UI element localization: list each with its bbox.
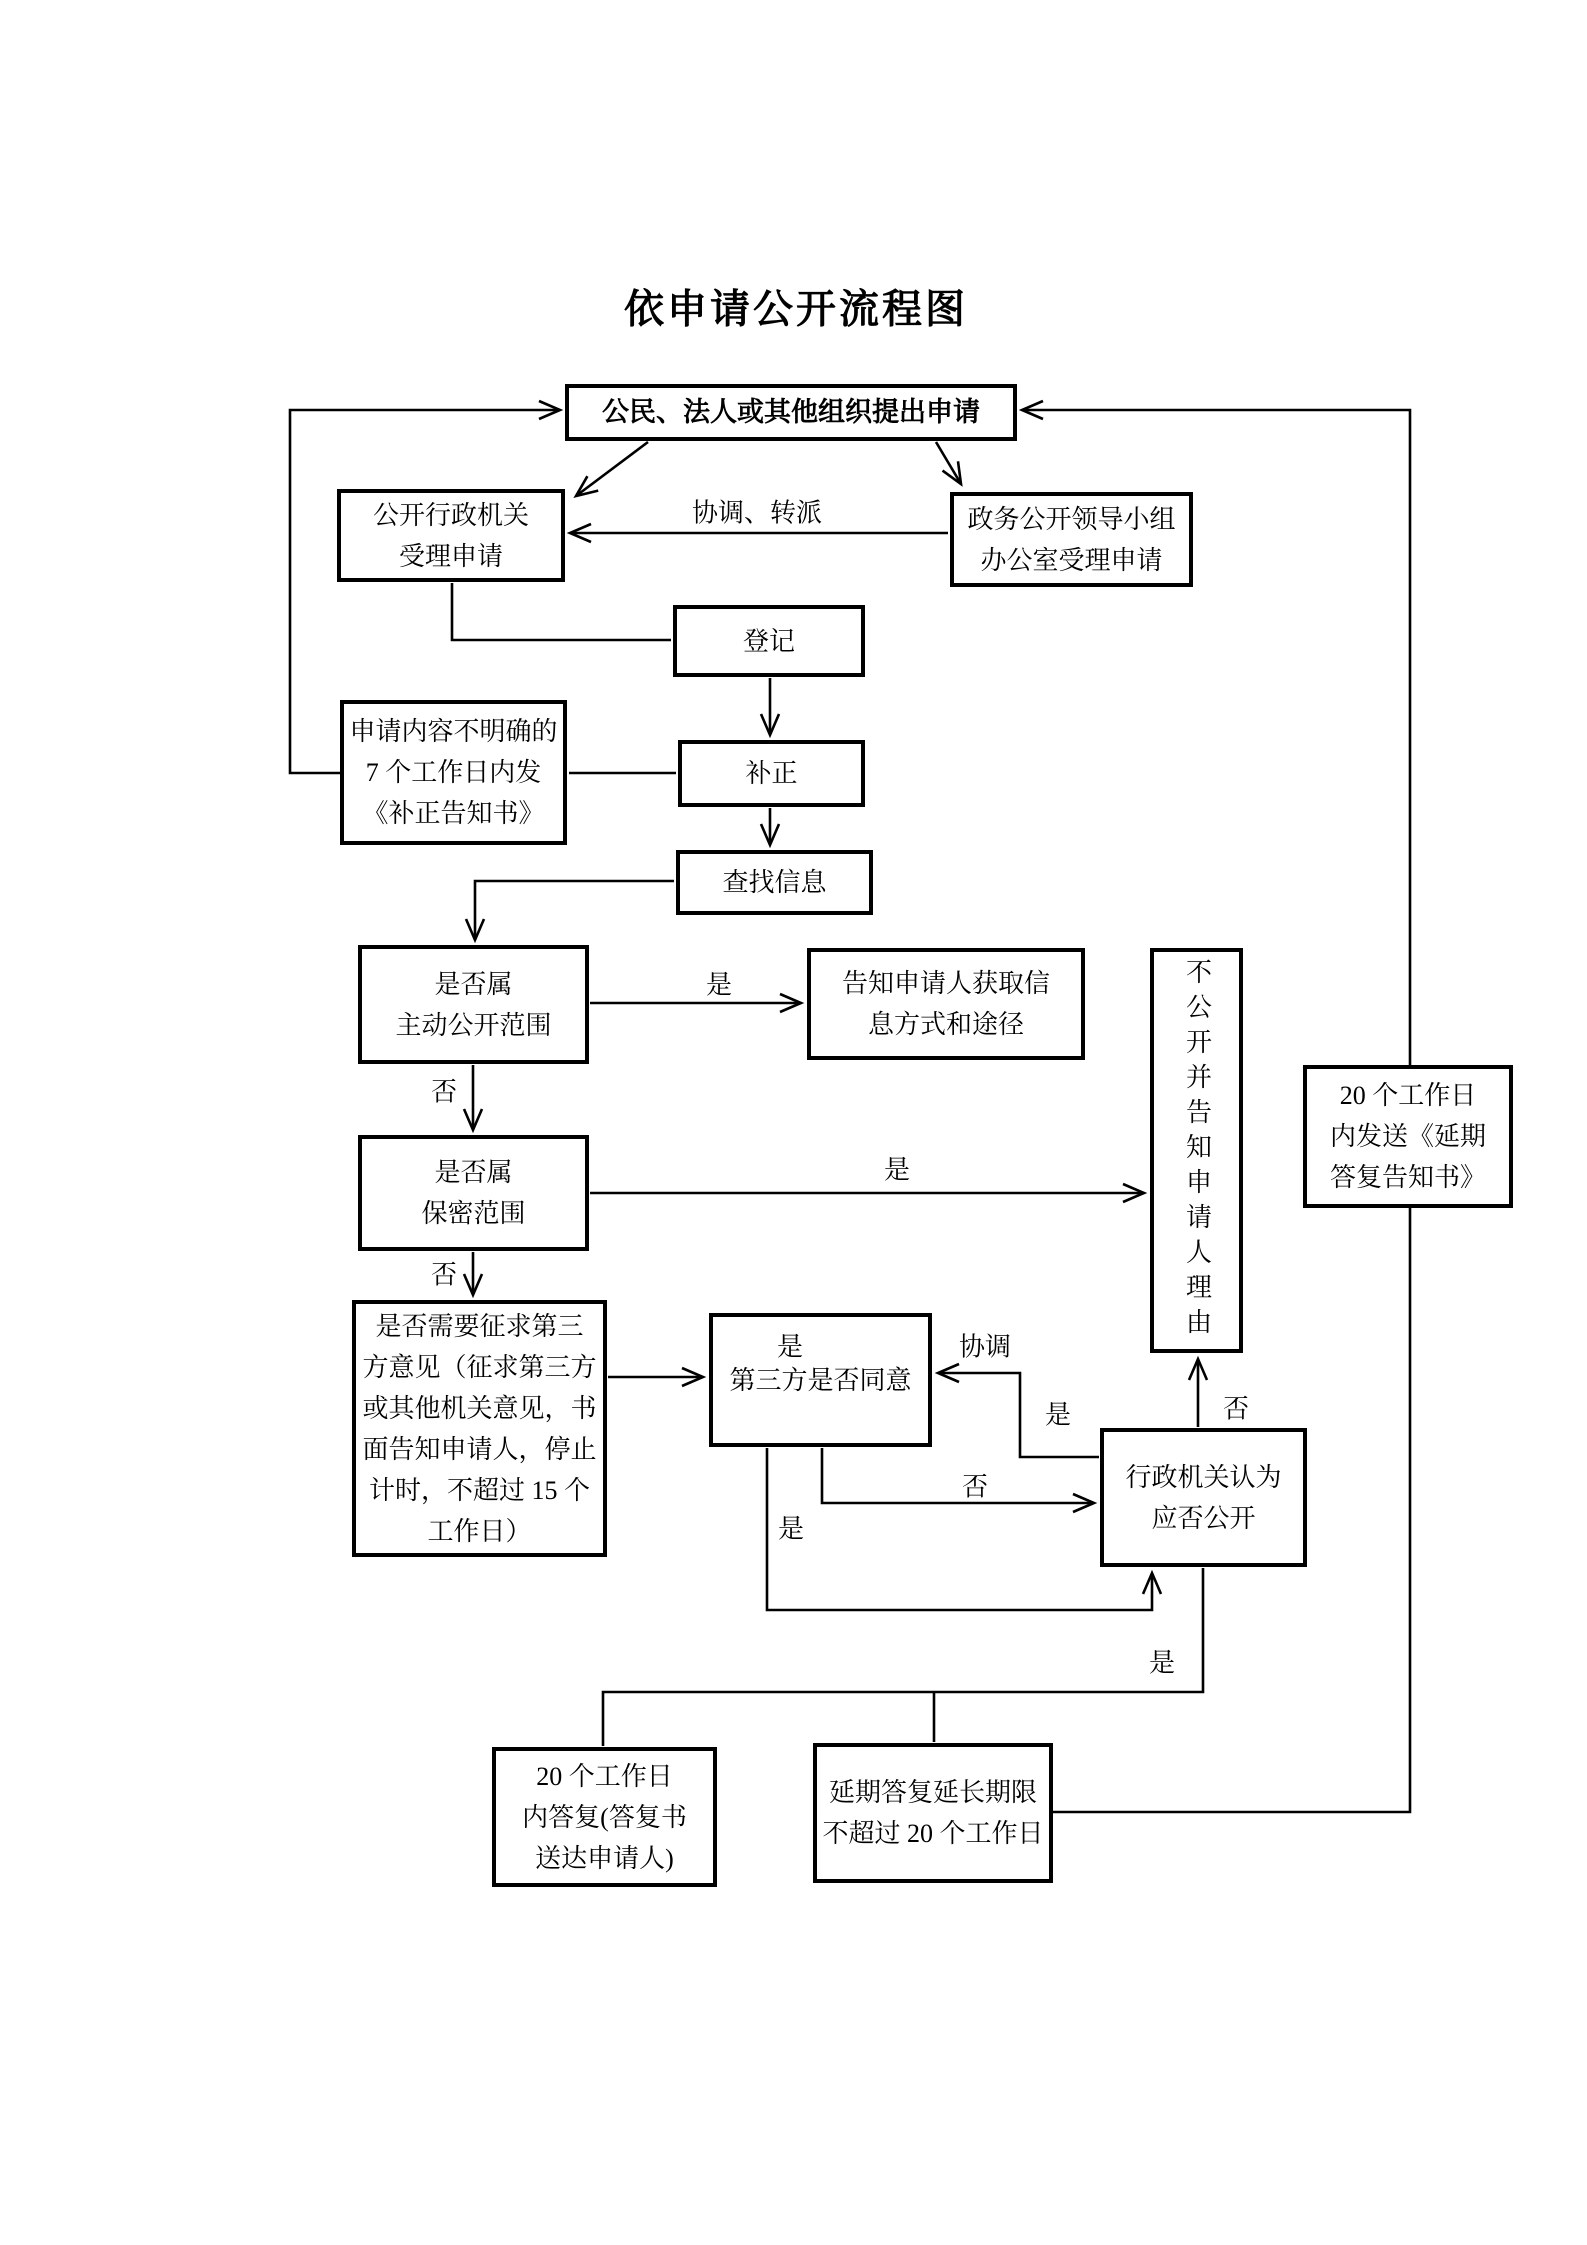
node-unclear-content-notice xyxy=(340,700,567,845)
node-need-third-party-opinion-text: 是否需要征求第三 xyxy=(375,1311,584,1341)
node-inform-access-method-text: 息方式和途径 xyxy=(867,1010,1024,1039)
node-delay-extension-limit-text: 延期答复延长期限 xyxy=(828,1778,1037,1807)
node-register-text: 登记 xyxy=(742,626,795,656)
node-is-confidential-scope-text: 保密范围 xyxy=(421,1199,526,1228)
node-organ-decide-disclosure-text: 应否公开 xyxy=(1151,1503,1256,1533)
node-is-proactive-disclosure-text: 是否属 xyxy=(434,969,513,999)
node-is-proactive-disclosure-text: 主动公开范围 xyxy=(395,1010,552,1040)
node-delay-reply-notice-text: 内发送《延期 xyxy=(1329,1122,1486,1151)
node-is-confidential-scope-text: 是否属 xyxy=(434,1158,513,1187)
node-is-confidential-scope xyxy=(358,1135,589,1251)
edge-label-no-3: 否 xyxy=(961,1472,989,1502)
edge-apply-to-admin xyxy=(576,442,648,496)
node-reply-in-20-days-text: 内答复(答复书 xyxy=(522,1802,687,1832)
node-organ-decide-disclosure-text: 行政机关认为 xyxy=(1125,1462,1282,1492)
node-no-disclosure-inform xyxy=(1150,948,1243,1353)
node-supplement-correction xyxy=(678,740,865,807)
node-citizen-application-text: 公民、法人或其他组织提出申请 xyxy=(602,397,980,427)
node-unclear-content-notice-text: 申请内容不明确的 xyxy=(349,717,558,746)
node-reply-in-20-days xyxy=(492,1747,717,1887)
edge-thirdagree-yes-xingzheng xyxy=(767,1448,1152,1610)
node-delay-extension-limit xyxy=(813,1743,1053,1883)
node-unclear-content-notice-text: 7 个工作日内发 xyxy=(365,758,542,787)
node-reply-in-20-days-text: 送达申请人) xyxy=(535,1843,674,1873)
node-is-proactive-disclosure xyxy=(358,945,589,1064)
node-admin-organ-accepts xyxy=(337,489,565,582)
node-leading-group-office xyxy=(950,492,1193,587)
node-need-third-party-opinion-text: 方意见（征求第三方 xyxy=(362,1352,597,1382)
edge-xingzheng-to-thirdagree xyxy=(938,1373,1099,1457)
node-delay-reply-notice xyxy=(1303,1065,1513,1208)
edge-label-yes-2: 是 xyxy=(883,1155,911,1185)
edge-admin-to-register xyxy=(452,583,671,640)
node-search-information-text: 查找信息 xyxy=(722,868,827,897)
node-leading-group-office-text: 办公室受理申请 xyxy=(980,545,1163,575)
node-inform-access-method-text: 告知申请人获取信 xyxy=(841,969,1050,998)
node-need-third-party-opinion-text: 或其他机关意见，书 xyxy=(362,1393,597,1423)
node-delay-extension-limit-text: 不超过 20 个工作日 xyxy=(822,1819,1044,1848)
edge-label-no-4: 否 xyxy=(1222,1394,1250,1424)
node-citizen-application xyxy=(565,384,1017,441)
node-organ-decide-disclosure xyxy=(1100,1428,1307,1567)
node-delay-reply-notice-text: 20 个工作日 xyxy=(1339,1081,1477,1110)
edge-label-yes-3: 是 xyxy=(776,1332,804,1362)
edge-label-no-1: 否 xyxy=(430,1077,458,1107)
page-title: 依申请公开流程图 xyxy=(624,286,968,332)
node-need-third-party-opinion-text: 计时，不超过 15 个 xyxy=(368,1475,590,1505)
edge-label-yes-6: 是 xyxy=(1148,1648,1176,1678)
node-reply-in-20-days-text: 20 个工作日 xyxy=(536,1761,673,1791)
edge-label-yes-1: 是 xyxy=(705,970,733,1000)
node-need-third-party-opinion-text: 工作日） xyxy=(427,1516,532,1546)
node-need-third-party-opinion xyxy=(352,1300,607,1557)
node-admin-organ-accepts-text: 受理申请 xyxy=(398,541,503,571)
edge-apply-to-office xyxy=(936,442,961,484)
edge-xingzheng-yes-branch xyxy=(603,1568,1203,1746)
node-search-information xyxy=(676,850,873,915)
edge-label-no-2: 否 xyxy=(430,1260,458,1290)
node-inform-access-method xyxy=(807,948,1085,1060)
node-register xyxy=(673,605,865,677)
edge-label-yes-5: 是 xyxy=(777,1514,805,1544)
node-supplement-correction-text: 补正 xyxy=(745,759,798,788)
edge-label-coordinate: 协调 xyxy=(958,1332,1012,1362)
node-unclear-content-notice-text: 《补正告知书》 xyxy=(362,799,545,828)
edge-label-coordinate-transfer: 协调、转派 xyxy=(691,498,823,528)
node-leading-group-office-text: 政务公开领导小组 xyxy=(967,504,1176,534)
node-third-party-agree xyxy=(709,1313,932,1447)
node-third-party-agree-text: 第三方是否同意 xyxy=(729,1365,912,1395)
node-no-disclosure-inform-text: 不公开并告知申请人理由 xyxy=(1182,958,1212,1343)
node-delay-reply-notice-text: 答复告知书》 xyxy=(1329,1163,1486,1192)
node-need-third-party-opinion-text: 面告知申请人，停止 xyxy=(362,1434,597,1464)
edge-search-to-zhudong xyxy=(475,881,674,940)
node-admin-organ-accepts-text: 公开行政机关 xyxy=(372,500,529,530)
edge-label-yes-4: 是 xyxy=(1044,1400,1072,1430)
